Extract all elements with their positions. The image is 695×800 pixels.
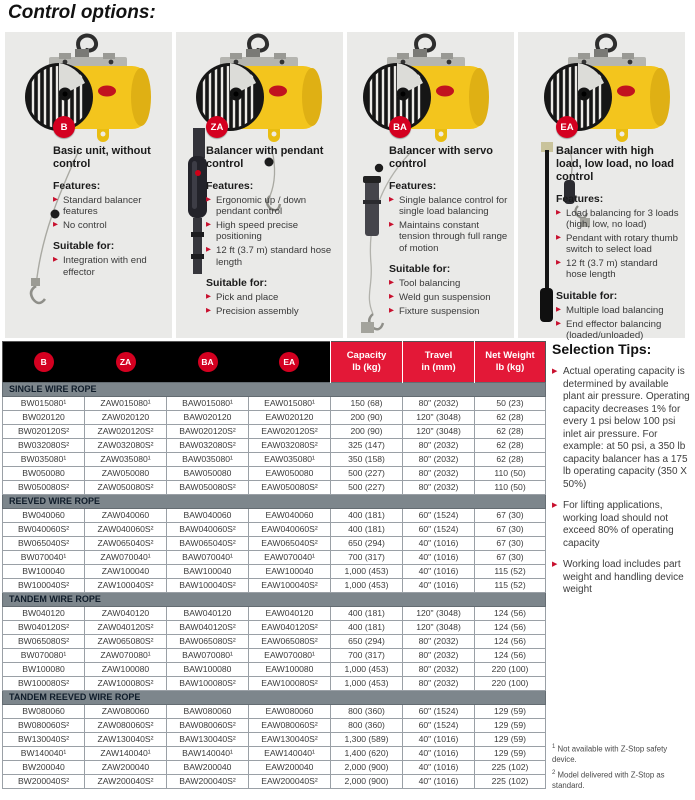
table-cell: 120" (3048) (403, 621, 475, 635)
table-cell: 80" (2032) (403, 663, 475, 677)
table-cell: ZAW100080 (85, 663, 167, 677)
table-row (3, 481, 546, 495)
table-row (3, 467, 546, 481)
table-row (3, 453, 546, 467)
table-cell: 80" (2032) (403, 397, 475, 411)
table-cell: BW140040¹ (3, 747, 85, 761)
table-cell: BW050080S² (3, 481, 85, 495)
table-cell: 80" (2032) (403, 453, 475, 467)
model-column-header (249, 342, 331, 383)
variant-badge: BA (389, 116, 411, 138)
table-cell: BW130040S² (3, 733, 85, 747)
features-list (389, 195, 509, 254)
selection-tips (552, 341, 693, 606)
table-cell: EAW080060 (249, 705, 331, 719)
table-cell: 400 (181) (331, 523, 403, 537)
table-cell: EAW130040S² (249, 733, 331, 747)
feature-item: ▶ Pendant with rotary thumb switch to select load (556, 233, 680, 256)
table-cell: BW032080S² (3, 439, 85, 453)
table-cell: BAW032080S² (167, 439, 249, 453)
table-cell: BW100080S² (3, 677, 85, 691)
table-cell: 40" (1016) (403, 537, 475, 551)
table-cell: 700 (317) (331, 551, 403, 565)
table-cell: 50 (23) (475, 397, 546, 411)
section-row (3, 593, 546, 607)
table-cell: 67 (30) (475, 537, 546, 551)
variant-panel-high-low-no-load (518, 32, 685, 341)
table-row (3, 635, 546, 649)
table-cell: 350 (158) (331, 453, 403, 467)
section-row (3, 383, 546, 397)
footnote: $^2$ Model delivered with Z-Stop as standard. (552, 769, 665, 790)
spec-header-line: Travel (424, 350, 453, 362)
spec-column-header (403, 342, 475, 383)
table-cell: ZAW035080¹ (85, 453, 167, 467)
table-cell: BAW100080S² (167, 677, 249, 691)
table-cell: BW100040 (3, 565, 85, 579)
table-cell: 400 (181) (331, 509, 403, 523)
table-cell: 650 (294) (331, 537, 403, 551)
tips-heading: Selection Tips: (552, 341, 652, 357)
table-cell: EAW050080S² (249, 481, 331, 495)
section-title: TANDEM REEVED WIRE ROPE (3, 691, 546, 705)
table-cell: BW080060S² (3, 719, 85, 733)
table-cell: EAW200040 (249, 761, 331, 775)
section-title: TANDEM WIRE ROPE (3, 593, 546, 607)
panel-title: Balancer with high load, low load, no load control (556, 145, 674, 183)
features-heading: Features: (206, 179, 254, 192)
table-cell: ZAW040120 (85, 607, 167, 621)
table-cell: ZAW040060 (85, 509, 167, 523)
spec-column-header (331, 342, 403, 383)
table-cell: 67 (30) (475, 551, 546, 565)
footnote-marker: 2 (552, 769, 556, 776)
table-cell: ZAW200040 (85, 761, 167, 775)
suitable-item: ▶ Tool balancing (389, 278, 509, 289)
table-cell: 129 (59) (475, 705, 546, 719)
table-cell: BW070040¹ (3, 551, 85, 565)
table-cell: BAW200040S² (167, 775, 249, 789)
features-list (206, 195, 338, 268)
suitable-list (53, 255, 167, 278)
table-cell: 225 (102) (475, 761, 546, 775)
table-row (3, 747, 546, 761)
table-cell: BW070080¹ (3, 649, 85, 663)
table-cell: 124 (56) (475, 635, 546, 649)
feature-item: ▶ Single balance control for single load balancing (389, 195, 509, 218)
feature-item: ▶ 12 ft (3.7 m) standard hose length (206, 245, 338, 268)
table-cell: EAW100040 (249, 565, 331, 579)
table-cell: EAW040060S² (249, 523, 331, 537)
table-cell: EAW070040¹ (249, 551, 331, 565)
variant-badge: EA (279, 352, 299, 372)
spec-table-body (3, 383, 546, 789)
table-cell: BW020120 (3, 411, 85, 425)
variant-badge: B (34, 352, 54, 372)
table-cell: 2,000 (900) (331, 775, 403, 789)
table-cell: BW050080 (3, 467, 85, 481)
suitable-item: ▶ Precision assembly (206, 306, 338, 317)
table-cell: EAW032080S² (249, 439, 331, 453)
feature-item: ▶ 12 ft (3.7 m) standard hose length (556, 258, 680, 281)
feature-item: ▶ Ergonomic up / down pendant control (206, 195, 338, 218)
table-row (3, 705, 546, 719)
table-cell: BAW130040S² (167, 733, 249, 747)
table-row (3, 775, 546, 789)
table-cell: EAW080060S² (249, 719, 331, 733)
suitable-list (389, 278, 509, 317)
table-row (3, 663, 546, 677)
table-cell: 80" (2032) (403, 439, 475, 453)
table-cell: BW200040S² (3, 775, 85, 789)
table-cell: BAW035080¹ (167, 453, 249, 467)
panel-content (556, 116, 680, 344)
suitable-item: ▶ Multiple load balancing (556, 305, 680, 316)
table-cell: BW065040S² (3, 537, 85, 551)
table-cell: 40" (1016) (403, 579, 475, 593)
footnotes (552, 744, 692, 796)
table-row (3, 397, 546, 411)
section-title: REEVED WIRE ROPE (3, 495, 546, 509)
feature-item: ▶ Maintains constant tension through full range of motion (389, 220, 509, 254)
panel-content (206, 116, 338, 319)
table-row (3, 425, 546, 439)
table-cell: EAW100080S² (249, 677, 331, 691)
table-cell: BAW070040¹ (167, 551, 249, 565)
table-cell: 62 (28) (475, 439, 546, 453)
table-cell: 40" (1016) (403, 761, 475, 775)
table-cell: 40" (1016) (403, 775, 475, 789)
table-cell: BAW015080¹ (167, 397, 249, 411)
table-cell: EAW200040S² (249, 775, 331, 789)
table-cell: 1,000 (453) (331, 663, 403, 677)
table-cell: BAW100040S² (167, 579, 249, 593)
table-row (3, 411, 546, 425)
table-cell: EAW050080 (249, 467, 331, 481)
table-cell: BAW050080 (167, 467, 249, 481)
table-cell: EAW065080S² (249, 635, 331, 649)
table-cell: ZAW140040¹ (85, 747, 167, 761)
table-cell: EAW140040¹ (249, 747, 331, 761)
model-spec-table (2, 341, 546, 789)
table-row (3, 579, 546, 593)
table-row (3, 677, 546, 691)
model-column-header (167, 342, 249, 383)
table-cell: BW040120S² (3, 621, 85, 635)
table-cell: ZAW100080S² (85, 677, 167, 691)
feature-item: ▶ High speed precise positioning (206, 220, 338, 243)
table-cell: BW100040S² (3, 579, 85, 593)
suitable-item: ▶ Fixture suspension (389, 306, 509, 317)
table-cell: 80" (2032) (403, 467, 475, 481)
table-cell: BAW080060S² (167, 719, 249, 733)
table-cell: 400 (181) (331, 607, 403, 621)
table-cell: 1,000 (453) (331, 565, 403, 579)
table-cell: BAW020120 (167, 411, 249, 425)
table-cell: BW040120 (3, 607, 85, 621)
table-cell: ZAW040060S² (85, 523, 167, 537)
table-cell: 500 (227) (331, 467, 403, 481)
table-cell: ZAW050080 (85, 467, 167, 481)
spec-header-line: Net Weight (485, 350, 535, 362)
table-cell: EAW035080¹ (249, 453, 331, 467)
table-cell: BAW100040 (167, 565, 249, 579)
suitable-list (206, 292, 338, 317)
table-cell: BAW040120S² (167, 621, 249, 635)
features-list (53, 195, 167, 231)
table-cell: 124 (56) (475, 607, 546, 621)
table-cell: 110 (50) (475, 481, 546, 495)
table-cell: 80" (2032) (403, 481, 475, 495)
table-cell: ZAW100040S² (85, 579, 167, 593)
table-cell: BAW065080S² (167, 635, 249, 649)
features-heading: Features: (389, 179, 437, 192)
table-cell: EAW020120 (249, 411, 331, 425)
table-row (3, 649, 546, 663)
table-cell: 115 (52) (475, 565, 546, 579)
table-cell: 60" (1524) (403, 705, 475, 719)
section-title: SINGLE WIRE ROPE (3, 383, 546, 397)
table-row (3, 537, 546, 551)
table-cell: BAW040060 (167, 509, 249, 523)
table-cell: 500 (227) (331, 481, 403, 495)
panel-title: Balancer with pendant control (206, 145, 324, 170)
spec-header-line: in (mm) (421, 362, 456, 373)
tip-item: ▶ Working load includes part weight and handling device weight (552, 559, 693, 597)
table-cell: ZAW100040 (85, 565, 167, 579)
spec-column-header (475, 342, 546, 383)
section-row (3, 495, 546, 509)
table-cell: 2,000 (900) (331, 761, 403, 775)
table-cell: ZAW020120S² (85, 425, 167, 439)
feature-item: ▶ Standard balancer features (53, 195, 167, 218)
table-cell: ZAW050080S² (85, 481, 167, 495)
suitable-heading: Suitable for: (556, 289, 618, 302)
features-heading: Features: (556, 192, 604, 205)
table-cell: EAW100040S² (249, 579, 331, 593)
table-cell: 124 (56) (475, 621, 546, 635)
table-cell: EAW040060 (249, 509, 331, 523)
panel-content (53, 116, 167, 281)
table-cell: 129 (59) (475, 747, 546, 761)
spec-header-line: Capacity (346, 350, 387, 362)
table-cell: BAW140040¹ (167, 747, 249, 761)
table-cell: 200 (90) (331, 411, 403, 425)
table-cell: 200 (90) (331, 425, 403, 439)
suitable-item: ▶ End effector balancing (loaded/unloaded) (556, 319, 680, 342)
table-cell: 650 (294) (331, 635, 403, 649)
table-cell: 115 (52) (475, 579, 546, 593)
variant-panel-basic (5, 32, 172, 338)
table-cell: BAW040120 (167, 607, 249, 621)
table-cell: ZAW130040S² (85, 733, 167, 747)
table-cell: 60" (1524) (403, 509, 475, 523)
table-cell: 225 (102) (475, 775, 546, 789)
table-cell: 60" (1524) (403, 523, 475, 537)
table-cell: BW035080¹ (3, 453, 85, 467)
section-row (3, 691, 546, 705)
table-cell: EAW100080 (249, 663, 331, 677)
variant-badge: BA (198, 352, 218, 372)
table-cell: ZAW015080¹ (85, 397, 167, 411)
table-cell: 120" (3048) (403, 425, 475, 439)
suitable-heading: Suitable for: (53, 240, 115, 253)
table-cell: 67 (30) (475, 509, 546, 523)
panel-content (389, 116, 509, 319)
table-cell: BW040060 (3, 509, 85, 523)
table-cell: 40" (1016) (403, 551, 475, 565)
table-cell: BAW040060S² (167, 523, 249, 537)
table-cell: 80" (2032) (403, 677, 475, 691)
table-row (3, 551, 546, 565)
table-cell: 120" (3048) (403, 607, 475, 621)
table-row (3, 439, 546, 453)
feature-item: ▶ No control (53, 220, 167, 231)
table-cell: ZAW070080¹ (85, 649, 167, 663)
table-cell: EAW040120S² (249, 621, 331, 635)
page-title: Control options: (8, 2, 156, 23)
table-cell: BW015080¹ (3, 397, 85, 411)
table-cell: 220 (100) (475, 677, 546, 691)
table-cell: BAW050080S² (167, 481, 249, 495)
table-cell: 700 (317) (331, 649, 403, 663)
table-cell: 800 (360) (331, 705, 403, 719)
table-cell: 80" (2032) (403, 649, 475, 663)
table-cell: BW020120S² (3, 425, 85, 439)
model-column-header (3, 342, 85, 383)
panel-title: Basic unit, without control (53, 145, 151, 170)
footnote-marker: 1 (552, 744, 556, 750)
table-cell: ZAW020120 (85, 411, 167, 425)
table-cell: BW200040 (3, 761, 85, 775)
table-cell: BAW080060 (167, 705, 249, 719)
variant-badge: ZA (116, 352, 136, 372)
table-cell: BW040060S² (3, 523, 85, 537)
variant-badge: EA (556, 116, 578, 138)
table-row (3, 733, 546, 747)
table-cell: 40" (1016) (403, 747, 475, 761)
tips-list (552, 366, 693, 597)
table-cell: ZAW080060 (85, 705, 167, 719)
table-cell: 40" (1016) (403, 565, 475, 579)
table-cell: 62 (28) (475, 425, 546, 439)
table-cell: 1,300 (589) (331, 733, 403, 747)
variant-panel-servo (347, 32, 514, 338)
table-cell: ZAW032080S² (85, 439, 167, 453)
suitable-list (556, 305, 680, 341)
table-cell: EAW065040S² (249, 537, 331, 551)
tip-item: ▶ For lifting applications, working load should not exceed 80% of operating capacity (552, 500, 693, 550)
table-cell: ZAW070040¹ (85, 551, 167, 565)
tip-item: ▶ Actual operating capacity is determined by available plant air pressure. Operating capacity decreases 1% for every 1 psi below 100 psi inlet air pressure. For example: at 50 psi, a 350 lb capacity balancer has a 175 lb operating capacity (350 X 50%) (552, 366, 693, 491)
table-cell: 129 (59) (475, 719, 546, 733)
table-cell: BAW065040S² (167, 537, 249, 551)
table-cell: 62 (28) (475, 411, 546, 425)
table-cell: 110 (50) (475, 467, 546, 481)
suitable-item: ▶ Weld gun suspension (389, 292, 509, 303)
table-row (3, 607, 546, 621)
table-header-row (3, 342, 546, 383)
table-cell: 220 (100) (475, 663, 546, 677)
table-cell: 129 (59) (475, 733, 546, 747)
table-cell: 60" (1524) (403, 719, 475, 733)
table-cell: BAW070080¹ (167, 649, 249, 663)
table-row (3, 621, 546, 635)
table-row (3, 761, 546, 775)
table-cell: 120" (3048) (403, 411, 475, 425)
table-cell: 40" (1016) (403, 733, 475, 747)
suitable-heading: Suitable for: (206, 276, 268, 289)
table-cell: ZAW065080S² (85, 635, 167, 649)
table-cell: EAW015080¹ (249, 397, 331, 411)
table-cell: 325 (147) (331, 439, 403, 453)
table-row (3, 565, 546, 579)
feature-item: ▶ Load balancing for 3 loads (high, low, no load) (556, 208, 680, 231)
suitable-heading: Suitable for: (389, 263, 451, 275)
table-row (3, 719, 546, 733)
table-cell: ZAW065040S² (85, 537, 167, 551)
panel-title: Balancer with servo control (389, 145, 493, 170)
suitable-item: ▶ Integration with end effector (53, 255, 167, 278)
table-cell: 62 (28) (475, 453, 546, 467)
suitable-item: ▶ Pick and place (206, 292, 338, 303)
table-cell: EAW040120 (249, 607, 331, 621)
features-heading: Features: (53, 179, 101, 192)
table-cell: EAW070080¹ (249, 649, 331, 663)
table-cell: 80" (2032) (403, 635, 475, 649)
table-cell: ZAW080060S² (85, 719, 167, 733)
spec-header-line: lb (kg) (352, 362, 381, 373)
table-cell: 124 (56) (475, 649, 546, 663)
table-cell: ZAW200040S² (85, 775, 167, 789)
variant-badge: ZA (206, 116, 228, 138)
table-cell: 400 (181) (331, 621, 403, 635)
model-column-header (85, 342, 167, 383)
table-cell: EAW020120S² (249, 425, 331, 439)
table-cell: BAW100080 (167, 663, 249, 677)
table-cell: 150 (68) (331, 397, 403, 411)
table-cell: 1,400 (620) (331, 747, 403, 761)
table-row (3, 509, 546, 523)
table-cell: BAW200040 (167, 761, 249, 775)
variant-badge: B (53, 116, 75, 138)
table-cell: 67 (30) (475, 523, 546, 537)
features-list (556, 208, 680, 281)
table-cell: ZAW040120S² (85, 621, 167, 635)
table-row (3, 523, 546, 537)
table-cell: 1,000 (453) (331, 579, 403, 593)
table-cell: 800 (360) (331, 719, 403, 733)
footnote: $^1$ Not available with Z-Stop safety device. (552, 744, 668, 764)
table-cell: 1,000 (453) (331, 677, 403, 691)
table-cell: BW080060 (3, 705, 85, 719)
spec-header-line: lb (kg) (495, 362, 525, 373)
table-cell: BW065080S² (3, 635, 85, 649)
variant-panel-pendant (176, 32, 343, 338)
table-cell: BW100080 (3, 663, 85, 677)
table-cell: BAW020120S² (167, 425, 249, 439)
